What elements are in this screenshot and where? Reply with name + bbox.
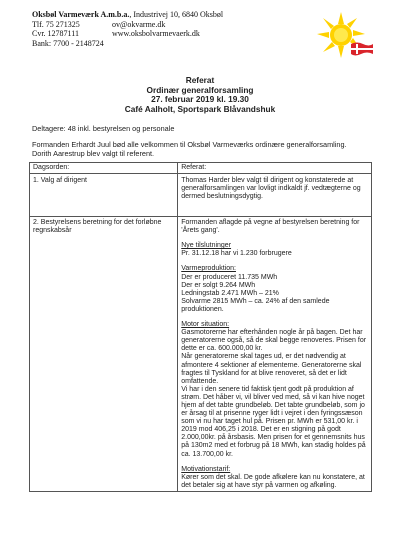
sun-flag-logo-icon [305,10,373,62]
section-line: Solvarme 2815 MWh – ca. 24% af den samlede produktionen. [181,297,330,313]
minutes-cell [178,217,372,492]
cvr-text: Cvr. 12787111 [32,29,79,38]
title-line: 27. februar 2019 kl. 19.30 [151,94,249,105]
agenda-cell: 1. Valg af dirigent [30,174,178,217]
agenda-cell: 2. Bestyrelsens beretning for det forløbne regnskabsår [30,217,178,492]
section-motivation-tariff [181,466,368,490]
section-heading: Motor situation: [181,321,230,329]
section-new-connections [181,242,368,258]
document-title [0,76,400,114]
welcome-line: Dorith Aarestrup blev valgt til referent. [32,149,155,158]
section-engine-situation [181,321,368,459]
bank-text: Bank: 7700 - 2148724 [32,38,104,48]
website-text: www.oksbolvarmevaerk.dk [112,29,200,38]
minutes-cell: Thomas Harder blev valgt til dirigent og konstaterede at generalforsamlingen var lovligt indkaldt jf. vedtægterne og dermed beslutningsdygtig. [178,174,372,217]
title-line: Café Aalholt, Sportspark Blåvandshuk [124,103,276,114]
title-line: Ordinær generalforsamling [146,84,254,95]
letterhead-company-line [32,10,332,20]
letterhead-row [32,29,332,39]
section-heading: Varmeproduktion: [181,265,236,273]
minutes-table [29,162,372,492]
letterhead-row [32,20,332,30]
email-text: ov@okvarme.dk [112,19,166,29]
section-line: Gasmotorerne har efterhånden nogle år på bagen. Det har generatorerne også, så de skal begge renoveres. Prisen for dette er ca. 600.000,00 kr. [181,329,367,353]
flag [351,43,373,56]
minutes-intro: Formanden aflagde på vegne af bestyrelsen beretning for 'Årets gang'. [181,219,360,235]
sun-core [334,28,348,42]
section-heat-production [181,265,368,314]
section-line: Pr. 31.12.18 har vi 1.230 forbrugere [181,250,292,258]
section-line: Ledningstab 2.471 MWh – 21% [181,289,279,297]
section-line: Der er produceret 11.735 MWh [181,273,278,281]
section-line: Der er solgt 9.264 MWh [181,281,256,289]
header-minutes: Referat: [178,163,372,174]
title-line: Referat [185,75,215,85]
phone-text: Tlf. 75 271325 [32,19,80,29]
section-line: Når generatorerne skal tages ud, er det nødvendig at afmontere 4 sektioner af elementerne. Generatorerne skal fragtes til Tyskland for at blive renoveret, så det er lidt omfattende. [181,353,362,385]
letterhead-row [32,39,332,49]
welcome-line: Formanden Erhardt Juul bød alle velkommen til Oksbøl Varmeværks ordinære generalforsamling. [32,140,347,149]
company-address: , Industrivej 10, 6840 Oksbøl [129,10,224,19]
section-line: Vi har i den senere tid faktisk tjent godt på produktion af strøm. Det håber vi, vil bliver ved med, så vi kan hive noget hjem af det tabte grundbeløb. Det tabte grundbeløb, som jo er årsag til at prisenne ryger lidt i vejret i den fyringssæson som vi nu har taget hul på. Prisen pr. MWh er 531,00 kr. i 2019 mod 406,25 i 2018. Det er en stigning på godt 2.000,00kr. på årsbasis. Men prisen for et gennemsnits hus på 130m2 med et forbrug på 18 MWh, kan stadig holdes på ca. 13.700,00 kr. [181,385,366,458]
attendance-text: Deltagere: 48 inkl. bestyrelsen og personale [32,124,175,133]
table-row [30,217,372,492]
welcome-paragraph [32,140,372,158]
section-heading: Motivationstarif: [181,465,231,473]
section-line: Kører som det skal. De gode afkølere kan nu konstatere, at det betaler sig at have styr på varmen og afkøling. [181,473,365,489]
company-name: Oksbøl Varmeværk A.m.b.a. [32,10,130,19]
header-agenda: Dagsorden: [30,163,178,174]
table-row [30,174,372,217]
section-heading: Nye tilslutninger [181,242,232,250]
letterhead [32,10,332,48]
table-header-row [30,163,372,174]
